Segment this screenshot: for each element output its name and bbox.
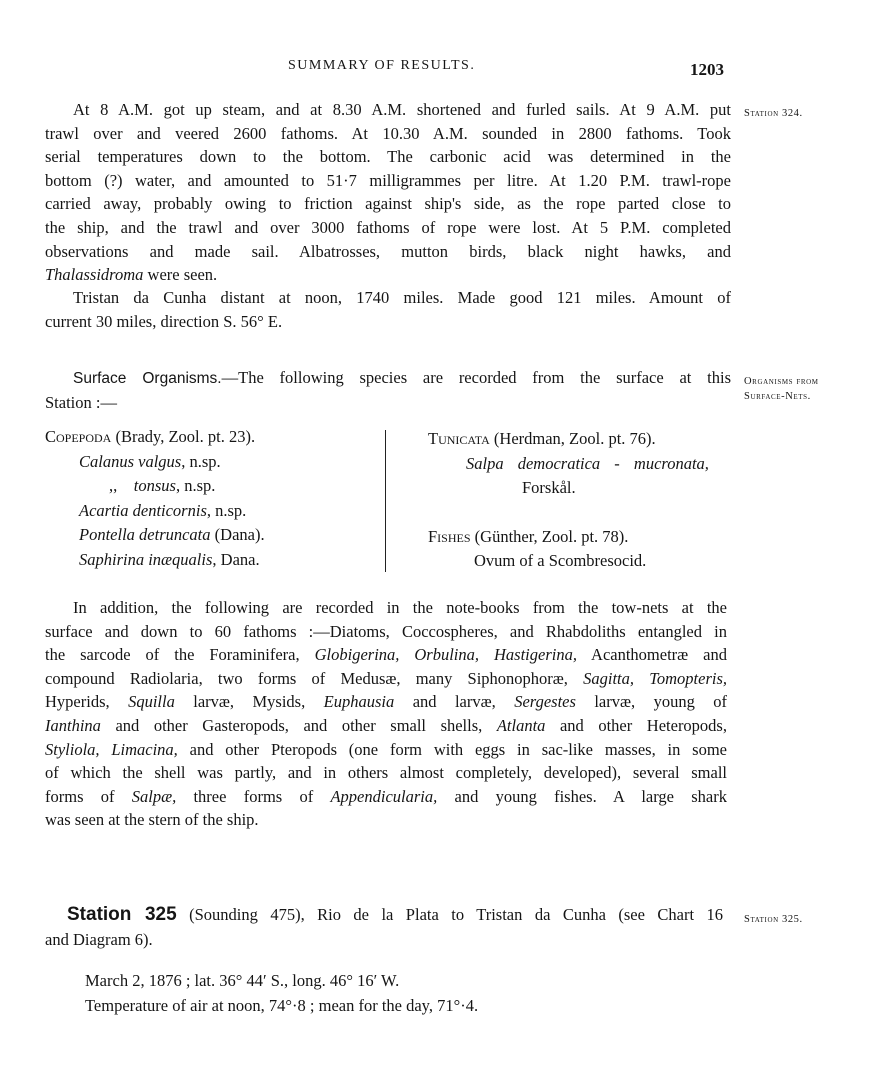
margin-label-station-324: Station 324. — [744, 108, 803, 119]
text-line — [45, 263, 731, 287]
text-fragment: (Sounding 475), Rio de la Plata to Tristan da Cunha (see Chart 16 — [176, 905, 723, 924]
group-name: Copepoda — [45, 427, 112, 446]
species-item — [45, 523, 375, 548]
taxon-name: Atlanta — [496, 715, 546, 735]
species-name: Pontella detruncata — [79, 525, 211, 544]
taxon-name: Appendicularia, — [330, 786, 438, 806]
text-line: of which the shell was partly, and in others almost completely, developed), several small — [45, 763, 727, 783]
text-fragment: and other Gasteropods, and other small shells, — [100, 715, 497, 735]
page-number: 1203 — [690, 60, 724, 79]
species-author: , n.sp. — [175, 476, 216, 495]
text-line: In addition, the following are recorded in the note-books from the tow-nets at the — [73, 598, 727, 617]
species-author: (Dana). — [210, 525, 265, 544]
group-heading — [428, 427, 738, 452]
text-line: trawl over and veered 2600 fathoms. At 10.30 A.M. sounded in 2800 fathoms. Took — [45, 123, 731, 143]
taxon-name: Globigerina, Orbulina, Hastigerina, — [314, 645, 577, 665]
column-divider — [385, 430, 386, 572]
station-324-paragraph — [45, 98, 731, 287]
margin-label-line: Surface-Nets. — [744, 391, 811, 402]
text-line: Tristan da Cunha distant at noon, 1740 miles. Made good 121 miles. Amount of — [73, 288, 731, 307]
text-line: current 30 miles, direction S. 56° E. — [45, 311, 283, 331]
text-fragment: larvæ, young of — [575, 692, 728, 712]
ditto-mark: ,, — [109, 476, 118, 495]
taxon-name: Ianthina — [45, 715, 101, 735]
text-fragment: compound Radiolaria, two forms of Medusæ, many Siphonophoræ, — [45, 668, 584, 688]
text-line — [45, 902, 723, 927]
species-item: Ovum of a Scombresocid. — [474, 551, 647, 570]
species-name: Salpa democratica - mucronata, — [466, 453, 709, 473]
surface-organisms-intro — [45, 366, 731, 414]
station-325-heading — [45, 902, 723, 952]
group-reference: (Günther, Zool. pt. 78). — [470, 526, 629, 546]
text-fragment: and young fishes. A large shark — [437, 786, 727, 806]
species-author: , Dana. — [212, 549, 260, 569]
species-author: Forskål. — [522, 478, 576, 497]
group-name: Fishes — [428, 526, 471, 546]
text-line: the ship, and the trawl and over 3000 fathoms of rope were lost. At 5 P.M. completed — [45, 217, 731, 237]
margin-label-organisms — [744, 374, 819, 404]
text-line — [45, 714, 727, 738]
text-fragment: Hyperids, — [45, 692, 129, 712]
running-title: SUMMARY OF RESULTS. — [288, 58, 476, 73]
group-heading — [45, 425, 375, 450]
text-line: was seen at the stern of the ship. — [45, 810, 259, 830]
taxon-name: Thalassidroma — [45, 265, 144, 285]
temperature-line: Temperature of air at noon, 74°·8 ; mean for the day, 71°·4. — [85, 996, 479, 1015]
text-line — [45, 366, 731, 391]
group-name: Tunicata — [428, 429, 490, 448]
text-line — [45, 785, 727, 809]
copepoda-column — [45, 425, 375, 572]
text-line: Station :— — [45, 392, 117, 412]
text-line — [45, 738, 727, 762]
tunicata-fishes-column — [428, 427, 738, 574]
taxon-name: Sergestes — [514, 692, 576, 712]
taxon-name: Euphausia — [323, 692, 395, 712]
species-name: Saphirina inæqualis — [79, 549, 213, 569]
text-fragment: and other Pteropods (one form with eggs in sac-like masses, in some — [177, 739, 727, 759]
text-line: and Diagram 6). — [45, 930, 153, 949]
station-heading: Station 325 — [67, 904, 177, 925]
text-line — [45, 667, 727, 691]
species-author: , n.sp. — [181, 451, 221, 471]
taxon-name: Styliola, Limacina, — [45, 739, 178, 759]
group-reference: (Herdman, Zool. pt. 76). — [489, 429, 656, 448]
date-position-line: March 2, 1876 ; lat. 36° 44′ S., long. 46° 16′ W. — [85, 971, 400, 990]
addition-paragraph — [45, 596, 727, 832]
species-name: Calanus valgus — [79, 451, 182, 471]
text-fragment: the sarcode of the Foraminifera, — [45, 645, 315, 665]
species-item — [428, 452, 738, 477]
text-fragment: and larvæ, — [394, 692, 515, 712]
species-item — [45, 474, 375, 499]
text-fragment: Acanthometræ and — [576, 645, 727, 665]
species-author: , n.sp. — [206, 500, 247, 520]
species-item — [45, 450, 375, 475]
text-fragment: forms of — [45, 786, 132, 806]
station-325-details — [85, 968, 478, 1018]
text-line: observations and made sail. Albatrosses, mutton birds, black night hawks, and — [45, 241, 731, 261]
text-fragment: three forms of — [176, 786, 331, 806]
margin-label-line: Organisms from — [744, 376, 819, 387]
text-line: carried away, probably owing to friction against ship's side, as the rope parted close to — [45, 194, 731, 214]
text-line: serial temperatures down to the bottom. The carbonic acid was determined in the — [45, 147, 731, 167]
text-fragment: —The following species are recorded from the surface at this — [221, 368, 731, 387]
species-item — [45, 548, 375, 573]
species-name: Acartia denticornis — [79, 500, 207, 520]
text-fragment: were seen. — [143, 265, 218, 285]
text-fragment: and other Heteropods, — [545, 715, 727, 735]
taxon-name: Sagitta, Tomopteris, — [583, 668, 727, 688]
text-line: At 8 A.M. got up steam, and at 8.30 A.M. shortened and furled sails. At 9 A.M. put — [73, 100, 731, 119]
species-item — [45, 499, 375, 524]
distance-paragraph — [45, 286, 731, 333]
taxon-name: Squilla — [128, 692, 175, 712]
taxon-name: Salpæ, — [131, 786, 177, 806]
group-heading — [428, 525, 738, 550]
margin-label-station-325: Station 325. — [744, 914, 803, 925]
group-reference: (Brady, Zool. pt. 23). — [111, 427, 256, 446]
text-line: bottom (?) water, and amounted to 51·7 milligrammes per litre. At 1.20 P.M. trawl-rope — [45, 170, 731, 190]
species-name: tonsus — [133, 476, 176, 495]
text-line: surface and down to 60 fathoms :—Diatoms, Coccospheres, and Rhabdoliths entangled in — [45, 621, 727, 641]
text-line — [45, 690, 727, 714]
section-heading: Surface Organisms. — [73, 370, 222, 387]
text-line — [45, 643, 727, 667]
text-fragment: larvæ, Mysids, — [174, 692, 324, 712]
